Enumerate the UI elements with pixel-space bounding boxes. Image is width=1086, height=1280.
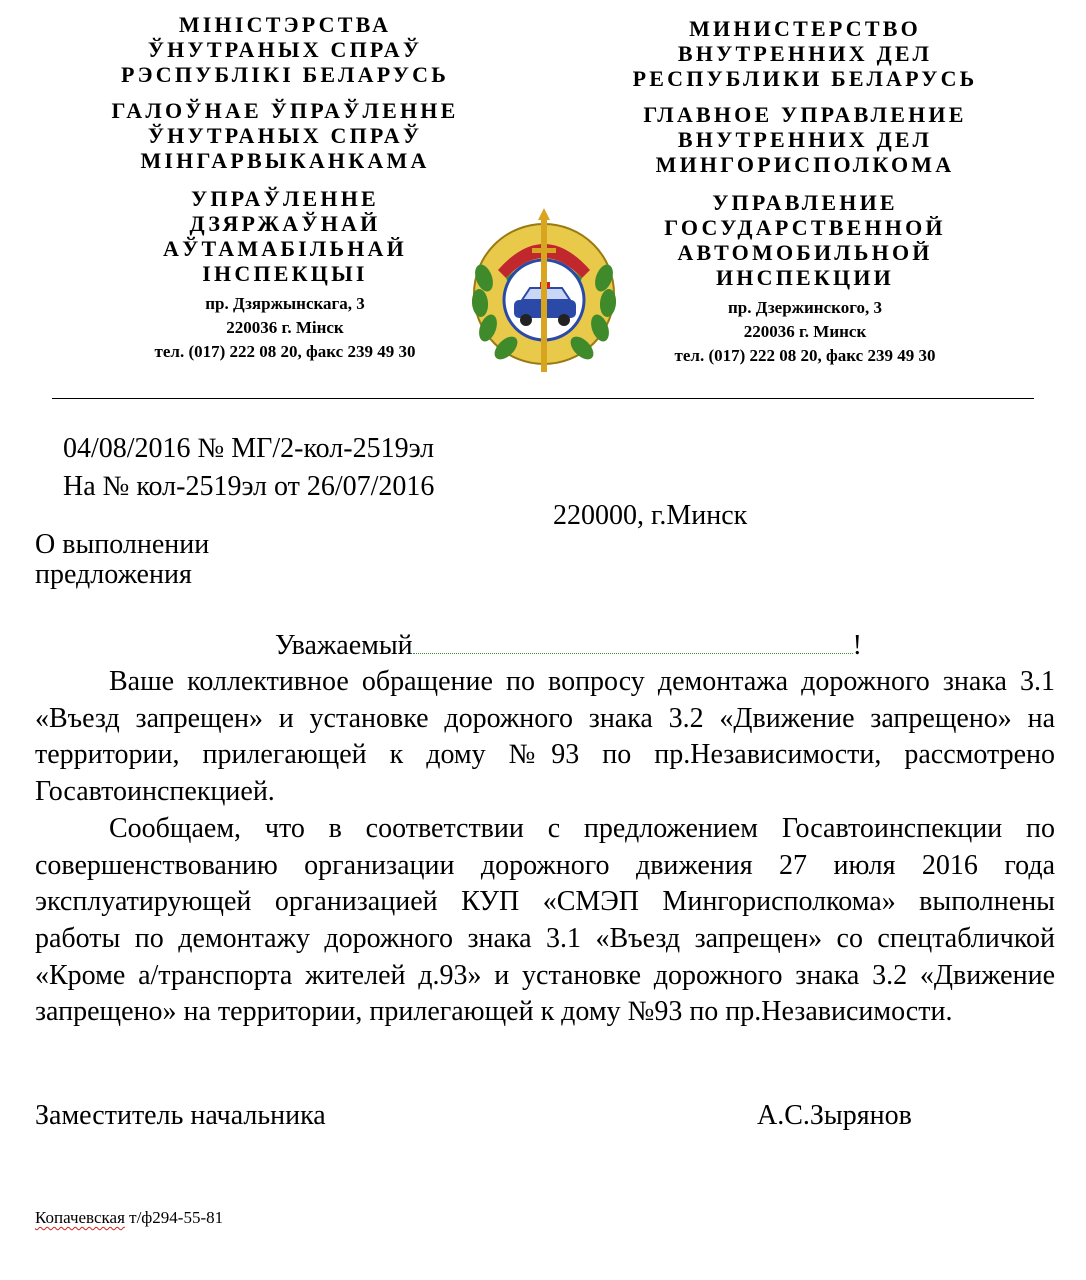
executor-name: Копачевская <box>35 1208 125 1227</box>
department-name-by <box>60 186 510 286</box>
signature-name: А.С.Зырянов <box>757 1100 912 1131</box>
ministry-name-ru <box>590 16 1020 91</box>
address-city: 220036 г. Мінск <box>226 318 344 337</box>
main-dept-name-by <box>60 98 510 173</box>
department-line: УПРАВЛЕНИЕ <box>712 190 898 215</box>
signature-position: Заместитель начальника <box>35 1100 326 1131</box>
department-line: ИНСПЕКЦИИ <box>716 265 894 290</box>
subject-line-2: предложения <box>35 559 192 590</box>
traffic-police-emblem-icon <box>470 208 618 378</box>
department-line: ДЗЯРЖАЎНАЙ <box>189 211 381 236</box>
address-street: пр. Дзяржынскага, 3 <box>205 294 365 313</box>
header-belarusian <box>60 12 510 364</box>
department-line: АВТОМОБИЛЬНОЙ <box>677 240 933 265</box>
main-dept-line: ЎНУТРАНЫХ СПРАЎ <box>147 123 423 148</box>
main-dept-line: МІНГАРВЫКАНКАМА <box>140 148 430 173</box>
main-dept-name-ru <box>590 102 1020 177</box>
ministry-line: ВНУТРЕННИХ ДЕЛ <box>677 41 933 66</box>
body-paragraph-2: Сообщаем, что в соответствии с предложением Госавтоинспекции по совершенствованию организации дорожного движения 27 июля 2016 года эксплуатирующей организацией КУП «СМЭП Мингорисполкома» выполнены работы по демонтажу дорожного знака 3.1 «Въезд запрещен» со спецтабличкой «Кроме а/транспорта жителей д.93» и установке дорожного знака 3.2 «Движение запрещено» на территории, прилегающей к дому №93 по пр.Независимости. <box>35 812 1055 1028</box>
address-ru <box>590 296 1020 368</box>
salutation-end: ! <box>852 630 862 661</box>
main-dept-line: ГЛАВНОЕ УПРАВЛЕНИЕ <box>643 102 967 127</box>
ministry-line: МИНИСТЕРСТВО <box>689 16 921 41</box>
ministry-line: ЎНУТРАНЫХ СПРАЎ <box>147 37 423 62</box>
address-phone: тел. (017) 222 08 20, факс 239 49 30 <box>674 346 936 365</box>
department-line: АЎТАМАБІЛЬНАЙ <box>163 236 407 261</box>
subject-line-1: О выполнении <box>35 529 210 560</box>
salutation <box>275 631 862 661</box>
address-city: 220036 г. Минск <box>743 322 867 341</box>
department-line: ГОСУДАРСТВЕННОЙ <box>664 215 946 240</box>
department-name-ru <box>590 190 1020 290</box>
header-russian <box>590 16 1020 368</box>
letter-body <box>35 664 1055 1031</box>
executor-phone: т/ф294-55-81 <box>124 1208 224 1227</box>
header-divider <box>52 398 1034 399</box>
ministry-line: РЕСПУБЛИКИ БЕЛАРУСЬ <box>632 66 978 91</box>
ministry-line: МІНІСТЭРСТВА <box>178 12 392 37</box>
incoming-reference: На № кол-2519эл от 26/07/2016 <box>63 471 435 502</box>
recipient-name-blank <box>413 635 853 654</box>
address-street: пр. Дзержинского, 3 <box>727 298 883 317</box>
department-line: ІНСПЕКЦЫІ <box>202 261 368 286</box>
department-line: УПРАЎЛЕННЕ <box>191 186 379 211</box>
salutation-text: Уважаемый <box>275 630 413 661</box>
executor-footer <box>35 1208 223 1228</box>
ministry-name-by <box>60 12 510 87</box>
outgoing-reference: 04/08/2016 № МГ/2-кол-2519эл <box>63 433 435 464</box>
main-dept-line: ГАЛОЎНАЕ ЎПРАЎЛЕННЕ <box>111 98 459 123</box>
recipient-address: 220000, г.Минск <box>553 500 748 531</box>
main-dept-line: МИНГОРИСПОЛКОМА <box>655 152 955 177</box>
main-dept-line: ВНУТРЕННИХ ДЕЛ <box>677 127 933 152</box>
address-by <box>60 292 510 364</box>
ministry-line: РЭСПУБЛІКІ БЕЛАРУСЬ <box>121 62 449 87</box>
address-phone: тел. (017) 222 08 20, факс 239 49 30 <box>154 342 416 361</box>
body-paragraph-1: Ваше коллективное обращение по вопросу демонтажа дорожного знака 3.1 «Въезд запрещен» и установке дорожного знака 3.2 «Движение запрещено» на территории, прилегающей к дому №93 по пр.Независимости, рассмотрено Госавтоинспекцией. <box>35 666 1055 808</box>
